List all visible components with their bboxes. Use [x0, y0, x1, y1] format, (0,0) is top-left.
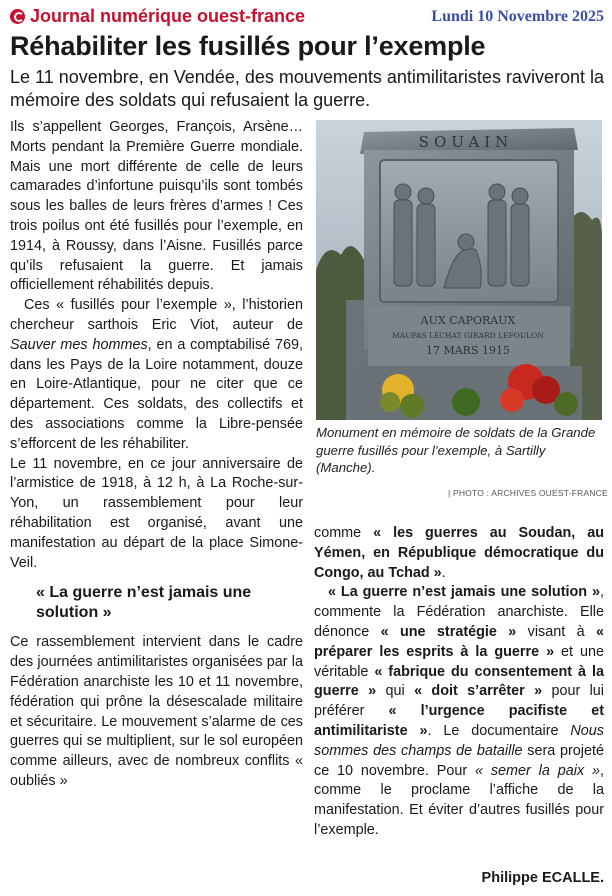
quote-consent: « fabrique du consentement à la guerre »	[314, 663, 604, 700]
monument-illustration	[316, 120, 602, 420]
inscription-line-3: 17 MARS 1915	[425, 344, 511, 357]
paragraph-5: comme « les guerres au Soudan, au Yémen, en République démocratique du Congo, au Tchad ».	[314, 525, 604, 581]
paragraph-1: Ils s’appellent Georges, François, Arsène… Morts pendant la Première Guerre mondiale. Mais une mort différente de celle de leurs camarades d’infortune puisqu’ils sont tombés sous les balles de leurs frères d’armes ! Ces trois poilus ont été fusillés pour l’exemple, en 1914, à Roussy, dans l’Aisne. Fusillés parce qu’ils refusaient la guerre. Et jamais officiellement réhabilités depuis.	[10, 119, 303, 294]
article-subhead: « La guerre n’est jamais une solution »	[36, 584, 252, 622]
quote-urgency: « l’urgence pacifiste et antimilitariste »	[314, 703, 604, 739]
quote-strategy: « une stratégie »	[380, 623, 517, 640]
article-column-left	[10, 118, 303, 792]
photo-credit: | PHOTO : ARCHIVES OUEST-FRANCE	[448, 488, 608, 498]
paragraph-3: Le 11 novembre, en ce jour anniversaire de l’armistice de 1918, à 12 h, à La Roche-sur-Yon, un rassemblement pour leur réhabilitation est organisé, avant une manifestation au départ de la place Simone-Veil.	[10, 455, 303, 571]
documentary-title: Nous sommes des champs de bataille	[314, 722, 604, 759]
article-column-right	[314, 524, 604, 841]
quote-solution: « La guerre n’est jamais une solution »	[328, 584, 600, 601]
monument-top-inscription: SOUAIN	[418, 133, 514, 151]
brand-name: Journal numérique ouest-france	[30, 6, 306, 26]
book-title: Sauver mes hommes	[10, 336, 148, 353]
paragraph-2: Ces « fusillés pour l’exemple », l’historien chercheur sarthois Eric Viot, auteur de Sauver mes hommes, en a comptabilisé 769, dans les Pays de la Loire notamment, douze en Loire-Atlantique, pour ne citer que ce département. Ces soldats, des collectifs et des associations comme la Libre-pensée s’efforcent de les réhabiliter.	[10, 297, 303, 452]
paragraph-4: Ce rassemblement intervient dans le cadre des journées antimilitaristes organisées par la Fédération anarchiste les 10 et 11 novembre, fédération qui prône la désescalade militaire et sécuritaire. Le mouvement s’alarme de ces guerres qui se multiplient, sur le sol européen comme ailleurs, avec de nombreux conflits « oubliés »	[10, 634, 303, 789]
quote-wars: « les guerres au Soudan, au Yémen, en République démocratique du Congo, au Tchad »	[314, 525, 604, 581]
ouest-france-logo-icon	[10, 9, 25, 24]
quote-prepare: « préparer les esprits à la guerre »	[314, 623, 604, 660]
article-lede: Le 11 novembre, en Vendée, des mouvements antimilitaristes raviveront la mémoire des soldats qui refusaient la guerre.	[10, 67, 604, 110]
edition-date: Lundi 10 Novembre 2025	[431, 8, 604, 25]
inscription-line-1: AUX CAPORAUX	[420, 314, 516, 327]
paragraph-6: « La guerre n’est jamais une solution », commente la Fédération anarchiste. Elle dénonce « une stratégie » visant à « préparer les esprits à la guerre » et une véritable « fabrique du consentement à la guerre » qui « doit s’arrêter » pour lui préférer « l’urgence pacifiste et antimilitariste ». Le documentaire Nous sommes des champs de bataille sera projeté ce 10 novembre. Pour « semer la paix », comme le proclame l’affiche de la manifestation. Et éviter d’autres fusillés pour l’exemple.	[314, 584, 605, 838]
inscription-line-2: MAUPAS LECHAT GIRARD LEFOULON	[392, 331, 544, 340]
monument-photo[interactable]	[316, 120, 602, 420]
photo-caption: Monument en mémoire de soldats de la Grande guerre fusillés pour l’exemple, à Sartilly (Manche).	[316, 425, 596, 476]
byline: Philippe ECALLE.	[481, 870, 604, 886]
brand[interactable]	[10, 6, 305, 27]
masthead	[10, 4, 604, 28]
article-headline: Réhabiliter les fusillés pour l’exemple	[10, 31, 486, 61]
quote-peace: « semer la paix »	[475, 762, 600, 779]
quote-stop: « doit s’arrêter »	[414, 683, 543, 700]
